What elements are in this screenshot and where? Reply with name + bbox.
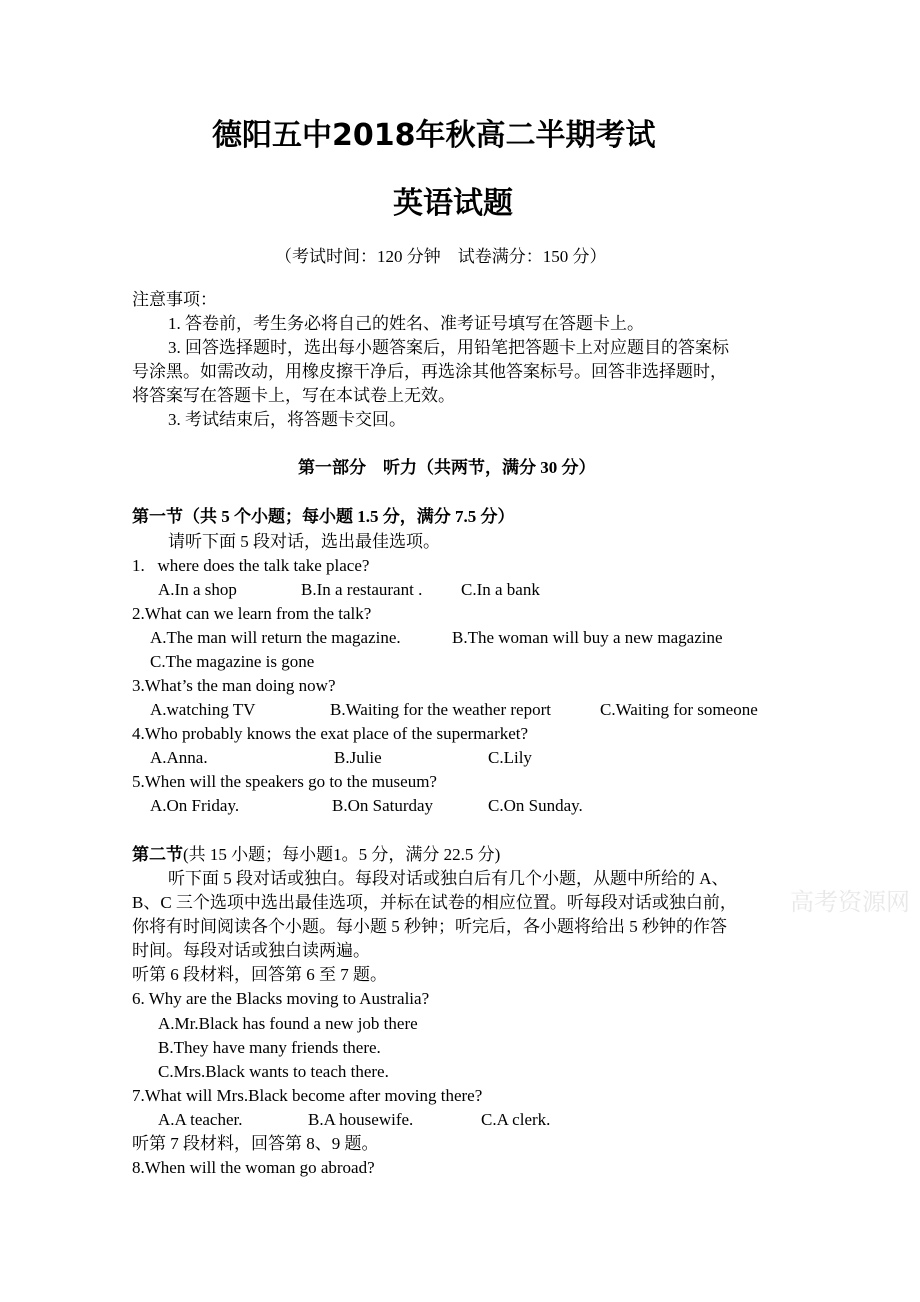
part1-heading: 第一部分 听力（共两节，满分 30 分） bbox=[298, 458, 596, 477]
question-4: 4.Who probably knows the exat place of the supermarket? bbox=[132, 724, 529, 743]
q3-option-a: A.watching TV bbox=[150, 700, 256, 719]
section1-heading: 第一节（共 5 个小题；每小题 1.5 分，满分 7.5 分） bbox=[132, 507, 515, 526]
q7-option-b: B.A housewife. bbox=[308, 1110, 414, 1129]
notice-item-2-line-1: 3. 回答选择题时，选出每小题答案后，用铅笔把答题卡上对应题目的答案标 bbox=[168, 338, 729, 357]
section2-instruction-line-4: 时间。每段对话或独白读两遍。 bbox=[132, 941, 370, 960]
q6-option-b: B.They have many friends there. bbox=[158, 1038, 381, 1057]
q4-option-b: B.Julie bbox=[334, 748, 382, 767]
section2-heading bbox=[132, 844, 500, 866]
q2-option-a: A.The man will return the magazine. bbox=[150, 628, 401, 647]
question-8: 8.When will the woman go abroad? bbox=[132, 1158, 375, 1177]
question-5: 5.When will the speakers go to the museum? bbox=[132, 772, 437, 791]
section2-heading-label: 第二节 bbox=[132, 845, 183, 864]
q7-option-a: A.A teacher. bbox=[158, 1110, 243, 1129]
section2-instruction-line-2: B、C 三个选项中选出最佳选项，并标在试卷的相应位置。听每段对话或独白前， bbox=[132, 893, 737, 912]
q4-option-c: C.Lily bbox=[488, 748, 532, 767]
section1-instruction: 请听下面 5 段对话，选出最佳选项。 bbox=[168, 532, 440, 551]
q1-option-b: B.In a restaurant . bbox=[301, 580, 423, 599]
q1-option-a: A.In a shop bbox=[158, 580, 237, 599]
watermark: 高考资源网 bbox=[790, 888, 910, 916]
section2-heading-detail: (共 15 小题；每小题1。5 分，满分 22.5 分) bbox=[183, 845, 501, 864]
q5-option-a: A.On Friday. bbox=[150, 796, 240, 815]
question-3: 3.What’s the man doing now? bbox=[132, 676, 336, 695]
q3-option-c: C.Waiting for someone bbox=[600, 700, 758, 719]
exam-subtitle: 英语试题 bbox=[393, 186, 513, 221]
q2-option-b: B.The woman will buy a new magazine bbox=[452, 628, 723, 647]
notice-item-2-line-2: 号涂黑。如需改动，用橡皮擦干净后，再选涂其他答案标号。回答非选择题时， bbox=[132, 362, 727, 381]
q6-option-a: A.Mr.Black has found a new job there bbox=[158, 1014, 418, 1033]
q5-option-b: B.On Saturday bbox=[332, 796, 434, 815]
material-7-instruction: 听第 7 段材料，回答第 8、9 题。 bbox=[132, 1134, 379, 1153]
notice-item-1: 1. 答卷前，考生务必将自己的姓名、准考证号填写在答题卡上。 bbox=[168, 314, 644, 333]
question-6: 6. Why are the Blacks moving to Australia? bbox=[132, 989, 430, 1008]
question-1: 1. where does the talk take place? bbox=[132, 556, 370, 575]
notice-item-2-line-3: 将答案写在答题卡上，写在本试卷上无效。 bbox=[132, 386, 455, 405]
notice-item-3: 3. 考试结束后，将答题卡交回。 bbox=[168, 410, 406, 429]
q5-option-c: C.On Sunday. bbox=[488, 796, 583, 815]
section2-instruction-line-1: 听下面 5 段对话或独白。每段对话或独白后有几个小题，从题中所给的 A、 bbox=[168, 869, 729, 888]
question-2: 2.What can we learn from the talk? bbox=[132, 604, 372, 623]
question-7: 7.What will Mrs.Black become after moving there? bbox=[132, 1086, 483, 1105]
exam-info: （考试时间：120 分钟 试卷满分：150 分） bbox=[275, 247, 607, 266]
q1-option-c: C.In a bank bbox=[461, 580, 540, 599]
notice-heading: 注意事项： bbox=[132, 290, 217, 309]
q4-option-a: A.Anna. bbox=[150, 748, 208, 767]
q7-option-c: C.A clerk. bbox=[481, 1110, 551, 1129]
q2-option-c: C.The magazine is gone bbox=[150, 652, 315, 671]
exam-title: 德阳五中2018年秋高二半期考试 bbox=[212, 118, 656, 153]
q6-option-c: C.Mrs.Black wants to teach there. bbox=[158, 1062, 389, 1081]
section2-instruction-line-3: 你将有时间阅读各个小题。每小题 5 秒钟；听完后，各小题将给出 5 秒钟的作答 bbox=[132, 917, 727, 936]
material-6-instruction: 听第 6 段材料，回答第 6 至 7 题。 bbox=[132, 965, 387, 984]
q3-option-b: B.Waiting for the weather report bbox=[330, 700, 551, 719]
